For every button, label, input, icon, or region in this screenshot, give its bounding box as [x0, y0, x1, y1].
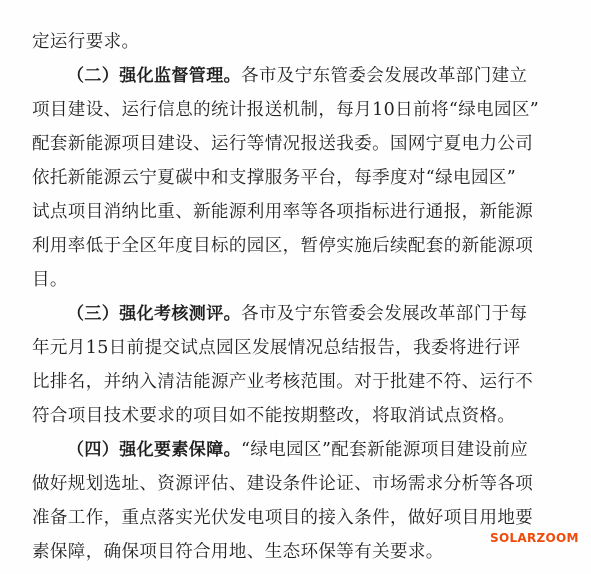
- line-text: 各市及宁东管委会发展改革部门于每: [241, 304, 528, 324]
- text-line: [32, 129, 562, 159]
- line-text: 利用率低于全区年度目标的园区，暂停实施后续配套的新能源项: [32, 236, 534, 256]
- line-text: 配套新能源项目建设、运行等情况报送我委。国网宁夏电力公司: [32, 134, 534, 154]
- text-line: [32, 27, 562, 57]
- line-text: 符合项目技术要求的项目如不能按期整改，将取消试点资格。: [32, 406, 516, 426]
- line-text: 年元月15日前提交试点园区发展情况总结报告，我委将进行评: [32, 338, 521, 358]
- section-heading: （三）强化考核测评。: [67, 304, 241, 324]
- text-line: [32, 197, 562, 227]
- text-line: [67, 299, 591, 329]
- text-line: [32, 537, 562, 567]
- line-text: 准备工作，重点落实光伏发电项目的接入条件，做好项目用地要: [32, 508, 534, 528]
- text-line: [32, 401, 562, 431]
- line-text: 目。: [32, 270, 68, 290]
- text-line: [32, 503, 562, 533]
- line-text: 比排名，并纳入清洁能源产业考核范围。对于批建不符、运行不: [32, 372, 534, 392]
- text-line: [32, 265, 562, 295]
- line-text: 项目建设、运行信息的统计报送机制，每月10日前将“绿电园区”: [32, 100, 540, 120]
- text-line: [67, 61, 591, 91]
- line-text: 依托新能源云宁夏碳中和支撑服务平台，每季度对“绿电园区”: [32, 168, 517, 188]
- line-text: 试点项目消纳比重、新能源利用率等各项指标进行通报，新能源: [32, 202, 534, 222]
- text-line: [67, 435, 591, 465]
- text-line: [32, 469, 562, 499]
- line-text: 素保障，确保项目符合用地、生态环保等有关要求。: [32, 542, 444, 562]
- section-heading: （四）强化要素保障。: [67, 440, 241, 460]
- text-line: [32, 333, 562, 363]
- line-text: 定运行要求。: [32, 32, 140, 52]
- text-line: [32, 231, 562, 261]
- line-text: “绿电园区”配套新能源项目建设前应: [241, 440, 529, 460]
- text-line: [32, 163, 562, 193]
- solarzoom-watermark: SOLARZOOM: [490, 531, 579, 545]
- text-line: [32, 95, 562, 125]
- section-heading: （二）强化监督管理。: [67, 66, 241, 86]
- line-text: 各市及宁东管委会发展改革部门建立: [241, 66, 528, 86]
- line-text: 做好规划选址、资源评估、建设条件论证、市场需求分析等各项: [32, 474, 534, 494]
- text-line: [32, 367, 562, 397]
